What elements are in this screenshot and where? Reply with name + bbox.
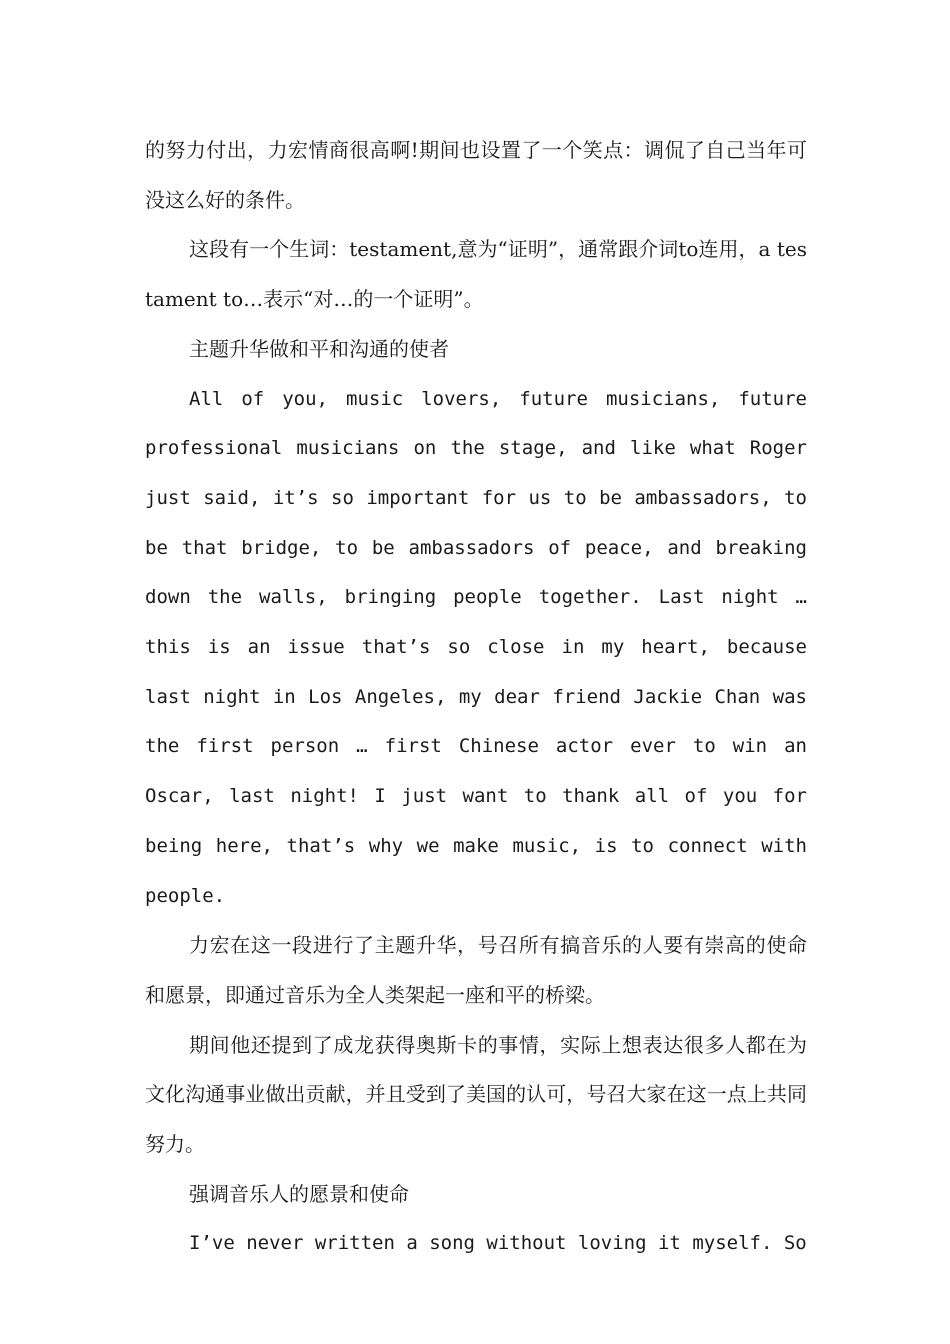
document-page bbox=[145, 126, 807, 1269]
paragraph-commentary: 力宏在这一段进行了主题升华，号召所有搞音乐的人要有崇高的使命和愿景，即通过音乐为全人类架起一座和平的桥梁。 bbox=[145, 933, 807, 1007]
paragraph-vocabulary-note: 这段有一个生词：testament,意为“证明”，通常跟介词to连用，a testament to…表示“对…的一个证明”。 bbox=[145, 237, 807, 312]
paragraph-continuation: 的努力付出，力宏情商很高啊!期间也设置了一个笑点：调侃了自己当年可没这么好的条件。 bbox=[145, 138, 807, 212]
speech-quote: All of you, music lovers, future musicians, future professional musicians on the stage, and like what Roger just said, it’s so important for us to be ambassadors, to be that bridge, to be ambassadors of peace, and breaking down the walls, bringing people together. Last night … this is an issue that’s so close in my heart, because last night in Los Angeles, my dear friend Jackie Chan was the first person … first Chinese actor ever to win an Oscar, last night! I just want to thank all of you for being here, that’s why we make music, is to connect with people. bbox=[145, 387, 807, 907]
paragraph-commentary: 期间他还提到了成龙获得奥斯卡的事情，实际上想表达很多人都在为文化沟通事业做出贡献，并且受到了美国的认可，号召大家在这一点上共同努力。 bbox=[145, 1032, 807, 1157]
section-heading: 强调音乐人的愿景和使命 bbox=[189, 1181, 409, 1206]
speech-quote: I’ve never written a song without loving it myself. So bbox=[189, 1232, 807, 1255]
section-heading: 主题升华做和平和沟通的使者 bbox=[189, 336, 449, 361]
